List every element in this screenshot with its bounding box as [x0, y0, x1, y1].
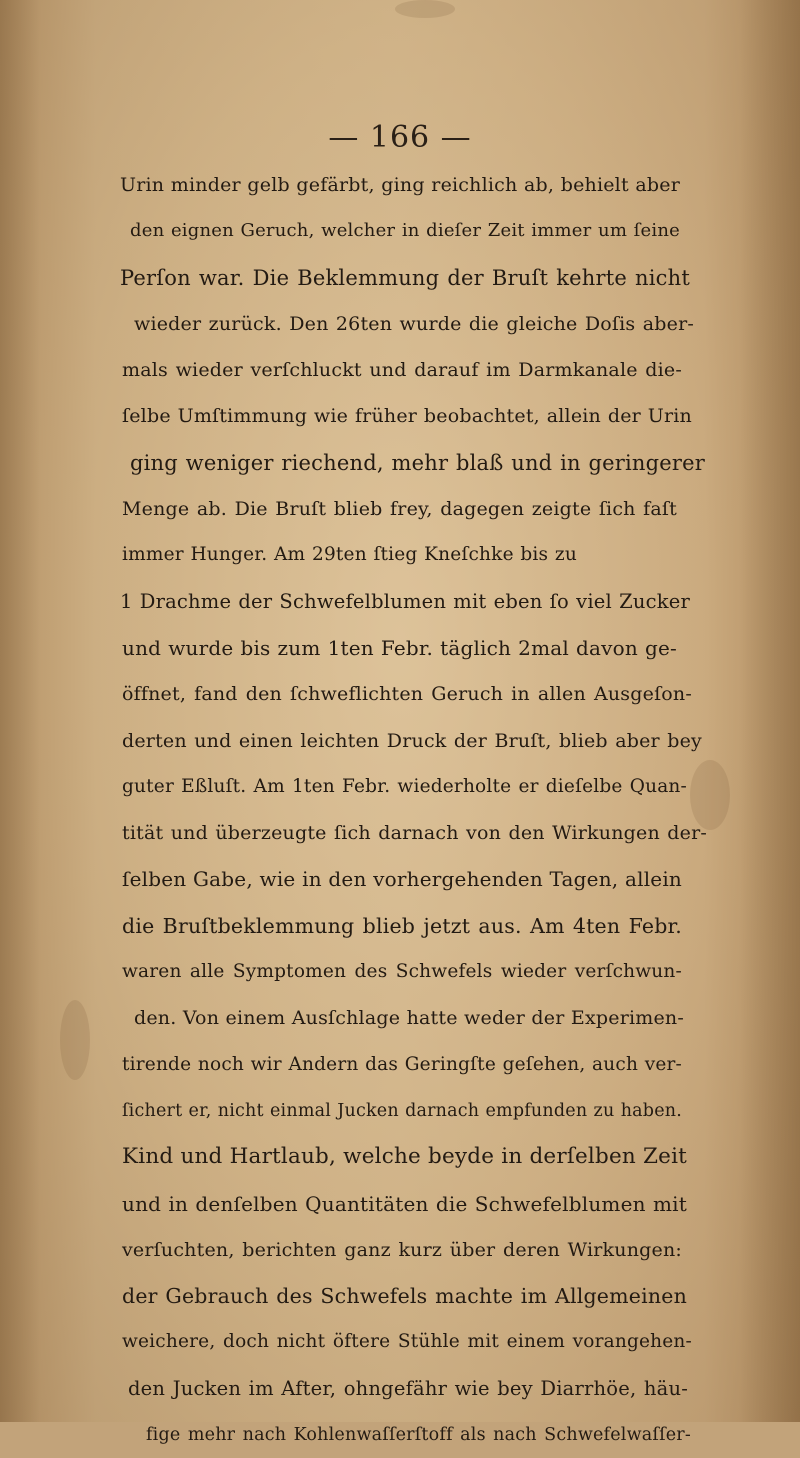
text-line: den Jucken im After, ohngefähr wie bey Diarrhöe, häu-: [128, 1376, 688, 1400]
text-line: ſelbe Umſtimmung wie früher beobachtet, allein der Urin: [122, 405, 692, 428]
text-line: den eignen Geruch, welcher in dieſer Zeit immer um ſeine: [130, 220, 680, 242]
text-line: und wurde bis zum 1ten Febr. täglich 2mal davon ge-: [122, 635, 677, 660]
text-line: waren alle Symptomen des Schwefels wieder verſchwun-: [122, 961, 682, 983]
text-line: den. Von einem Ausſchlage hatte weder der Experimen-: [134, 1007, 684, 1030]
text-line: ſichert er, nicht einmal Jucken darnach empfunden zu haben.: [122, 1100, 682, 1121]
paper-stain: [60, 1000, 90, 1080]
text-line: tität und überzeugte ſich darnach von den Wirkungen der-: [122, 822, 707, 845]
text-line: verſuchten, berichten ganz kurz über deren Wirkungen:: [122, 1238, 682, 1261]
page-edge-shadow-left: [0, 0, 40, 1422]
text-line: der Gebrauch des Schwefels machte im Allgemeinen: [122, 1284, 687, 1309]
text-line: Kind und Hartlaub, welche beyde in derſelben Zeit: [122, 1144, 687, 1170]
text-line: Perſon war. Die Beklemmung der Bruſt kehrte nicht: [120, 265, 690, 290]
text-line: tirende noch wir Andern das Geringſte geſehen, auch ver-: [122, 1053, 682, 1075]
text-line: weichere, doch nicht öftere Stühle mit einem vorangehen-: [122, 1331, 692, 1353]
text-line: ging weniger riechend, mehr blaß und in geringerer: [130, 450, 705, 475]
text-line: derten und einen leichten Druck der Bruſt, blieb aber bey: [122, 729, 702, 752]
text-line: ſelben Gabe, wie in den vorhergehenden Tagen, allein: [122, 867, 682, 892]
text-line: fige mehr nach Kohlenwaſſerſtoff als nach Schwefelwaſſer-: [146, 1425, 691, 1446]
page-number: — 166 —: [328, 120, 472, 155]
text-line: Menge ab. Die Bruſt blieb frey, dagegen zeigte ſich faſt: [122, 498, 677, 521]
text-line: 1 Drachme der Schwefelblumen mit eben ſo viel Zucker: [120, 589, 690, 613]
text-line: öffnet, fand den ſchweflichten Geruch in allen Ausgeſon-: [122, 683, 692, 706]
paper-stain: [395, 0, 455, 18]
text-line: wieder zurück. Den 26ten wurde die gleiche Doſis aber-: [134, 312, 694, 335]
text-line: die Bruſtbeklemmung blieb jetzt aus. Am 4ten Febr.: [122, 913, 682, 938]
text-line: guter Eßluſt. Am 1ten Febr. wiederholte er dieſelbe Quan-: [122, 775, 687, 797]
text-line: immer Hunger. Am 29ten ſtieg Kneſchke bis zu: [122, 544, 577, 566]
body-text: [120, 162, 780, 1458]
text-line: Urin minder gelb gefärbt, ging reichlich ab, behielt aber: [120, 174, 680, 196]
text-line: und in denſelben Quantitäten die Schwefelblumen mit: [122, 1191, 687, 1216]
text-line: mals wieder verſchluckt und darauf im Darmkanale die-: [122, 359, 682, 382]
